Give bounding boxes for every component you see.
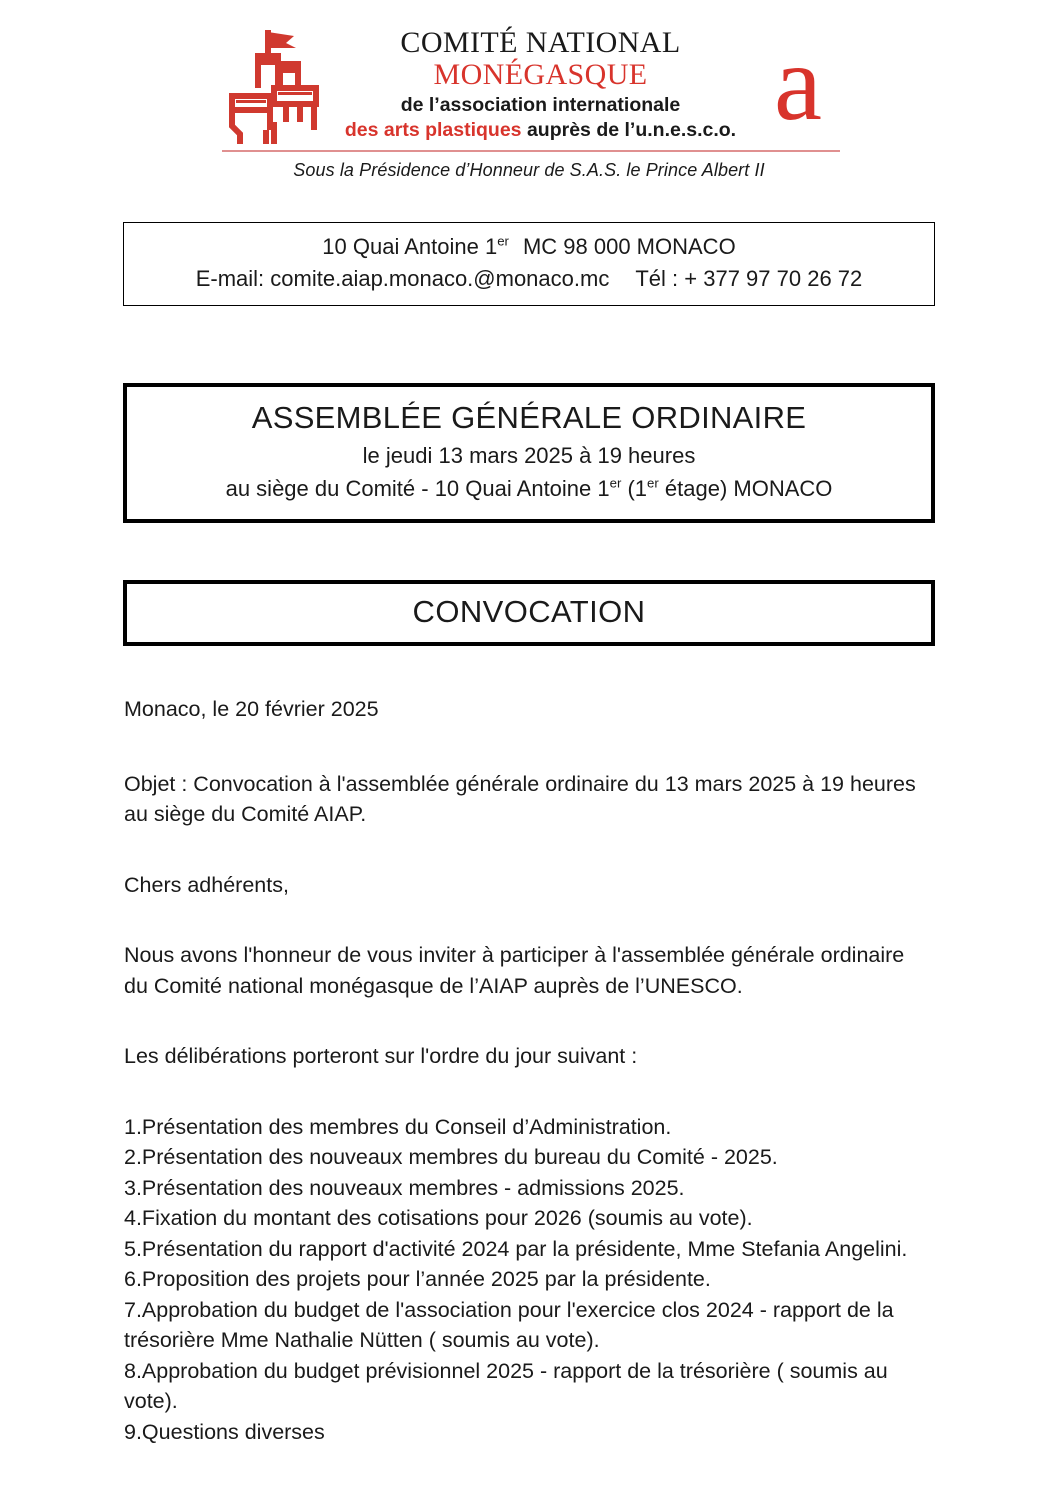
agenda-list bbox=[124, 1112, 942, 1448]
agenda-item: 8.Approbation du budget prévisionnel 2025 - rapport de la trésorière ( soumis au vote). bbox=[124, 1358, 888, 1414]
convocation-heading: CONVOCATION bbox=[412, 594, 646, 629]
subject-line-1: Objet : Convocation à l'assemblée générale ordinaire du 13 mars 2025 à 19 heures bbox=[124, 771, 916, 796]
org-subtitle-arts-plastiques: des arts plastiques bbox=[344, 118, 522, 141]
agenda-item: 7.Approbation du budget de l'association pour l'exercice clos 2024 - rapport de la trésorière Mme Nathalie Nütten ( soumis au vote). bbox=[124, 1297, 894, 1353]
agenda-item: 6.Proposition des projets pour l’année 2025 par la présidente. bbox=[124, 1267, 711, 1292]
assembly-datetime: le jeudi 13 mars 2025 à 19 heures bbox=[362, 442, 696, 468]
letter-body bbox=[124, 694, 942, 1447]
agenda-item: 1.Présentation des membres du Conseil d’Administration. bbox=[124, 1114, 672, 1139]
assembly-venue-after: étage) MONACO bbox=[658, 475, 833, 501]
monaco-castle-crest-icon bbox=[218, 26, 328, 148]
organisation-name-block bbox=[328, 25, 753, 146]
venue-ordinal-suffix-1: er bbox=[609, 475, 622, 491]
letterhead-divider bbox=[222, 150, 840, 152]
org-name-line1: COMITÉ NATIONAL bbox=[400, 25, 681, 59]
org-subtitle-line2 bbox=[328, 118, 753, 142]
phone-value[interactable]: + 377 97 70 26 72 bbox=[684, 265, 863, 291]
email-value[interactable]: comite.aiap.monaco.@monaco.mc bbox=[270, 265, 610, 291]
assembly-venue-before: au siège du Comité - 10 Quai Antoine 1 bbox=[225, 475, 610, 501]
address-street: 10 Quai Antoine 1 bbox=[322, 234, 498, 259]
agenda-item: 9.Questions diverses bbox=[124, 1419, 325, 1444]
email-label: E-mail: bbox=[195, 265, 265, 291]
assembly-title-box bbox=[123, 383, 935, 523]
intro-line-2: du Comité national monégasque de l’AIAP auprès de l’UNESCO. bbox=[124, 973, 743, 998]
agenda-lead-in: Les délibérations porteront sur l'ordre du jour suivant : bbox=[124, 1044, 638, 1069]
address-ordinal-suffix: er bbox=[497, 233, 509, 249]
assembly-heading: ASSEMBLÉE GÉNÉRALE ORDINAIRE bbox=[251, 400, 807, 435]
logo-row bbox=[218, 22, 843, 152]
aiap-letter-a-logo: a bbox=[774, 23, 822, 143]
assembly-venue-mid: (1 bbox=[621, 475, 648, 501]
agenda-item: 4.Fixation du montant des cotisations pour 2026 (soumis au vote). bbox=[124, 1206, 753, 1231]
convocation-box bbox=[123, 580, 935, 646]
agenda-item: 2.Présentation des nouveaux membres du bureau du Comité - 2025. bbox=[124, 1145, 778, 1170]
phone-label: Tél : bbox=[635, 265, 679, 291]
org-subtitle-unesco: auprès de l’u.n.e.s.c.o. bbox=[521, 118, 737, 141]
salutation: Chers adhérents, bbox=[124, 872, 289, 897]
contact-line bbox=[134, 263, 924, 295]
subject-line-2: au siège du Comité AIAP. bbox=[124, 802, 367, 827]
intro-line-1: Nous avons l'honneur de vous inviter à participer à l'assemblée générale ordinaire bbox=[124, 943, 905, 968]
venue-ordinal-suffix-2: er bbox=[647, 475, 659, 491]
agenda-item: 3.Présentation des nouveaux membres - admissions 2025. bbox=[124, 1175, 685, 1200]
address-box bbox=[123, 222, 935, 306]
address-line bbox=[134, 231, 924, 263]
agenda-item: 5.Présentation du rapport d'activité 2024 par la présidente, Mme Stefania Angelini. bbox=[124, 1236, 908, 1261]
patronage-line: Sous la Présidence d’Honneur de S.A.S. le Prince Albert II bbox=[293, 160, 765, 180]
assembly-venue bbox=[135, 472, 923, 505]
place-and-date: Monaco, le 20 février 2025 bbox=[124, 697, 379, 721]
address-city: MC 98 000 MONACO bbox=[522, 234, 736, 259]
letterhead bbox=[0, 0, 1058, 200]
org-name-line2: MONÉGASQUE bbox=[433, 57, 648, 91]
org-subtitle-line1: de l’association internationale bbox=[400, 94, 681, 117]
